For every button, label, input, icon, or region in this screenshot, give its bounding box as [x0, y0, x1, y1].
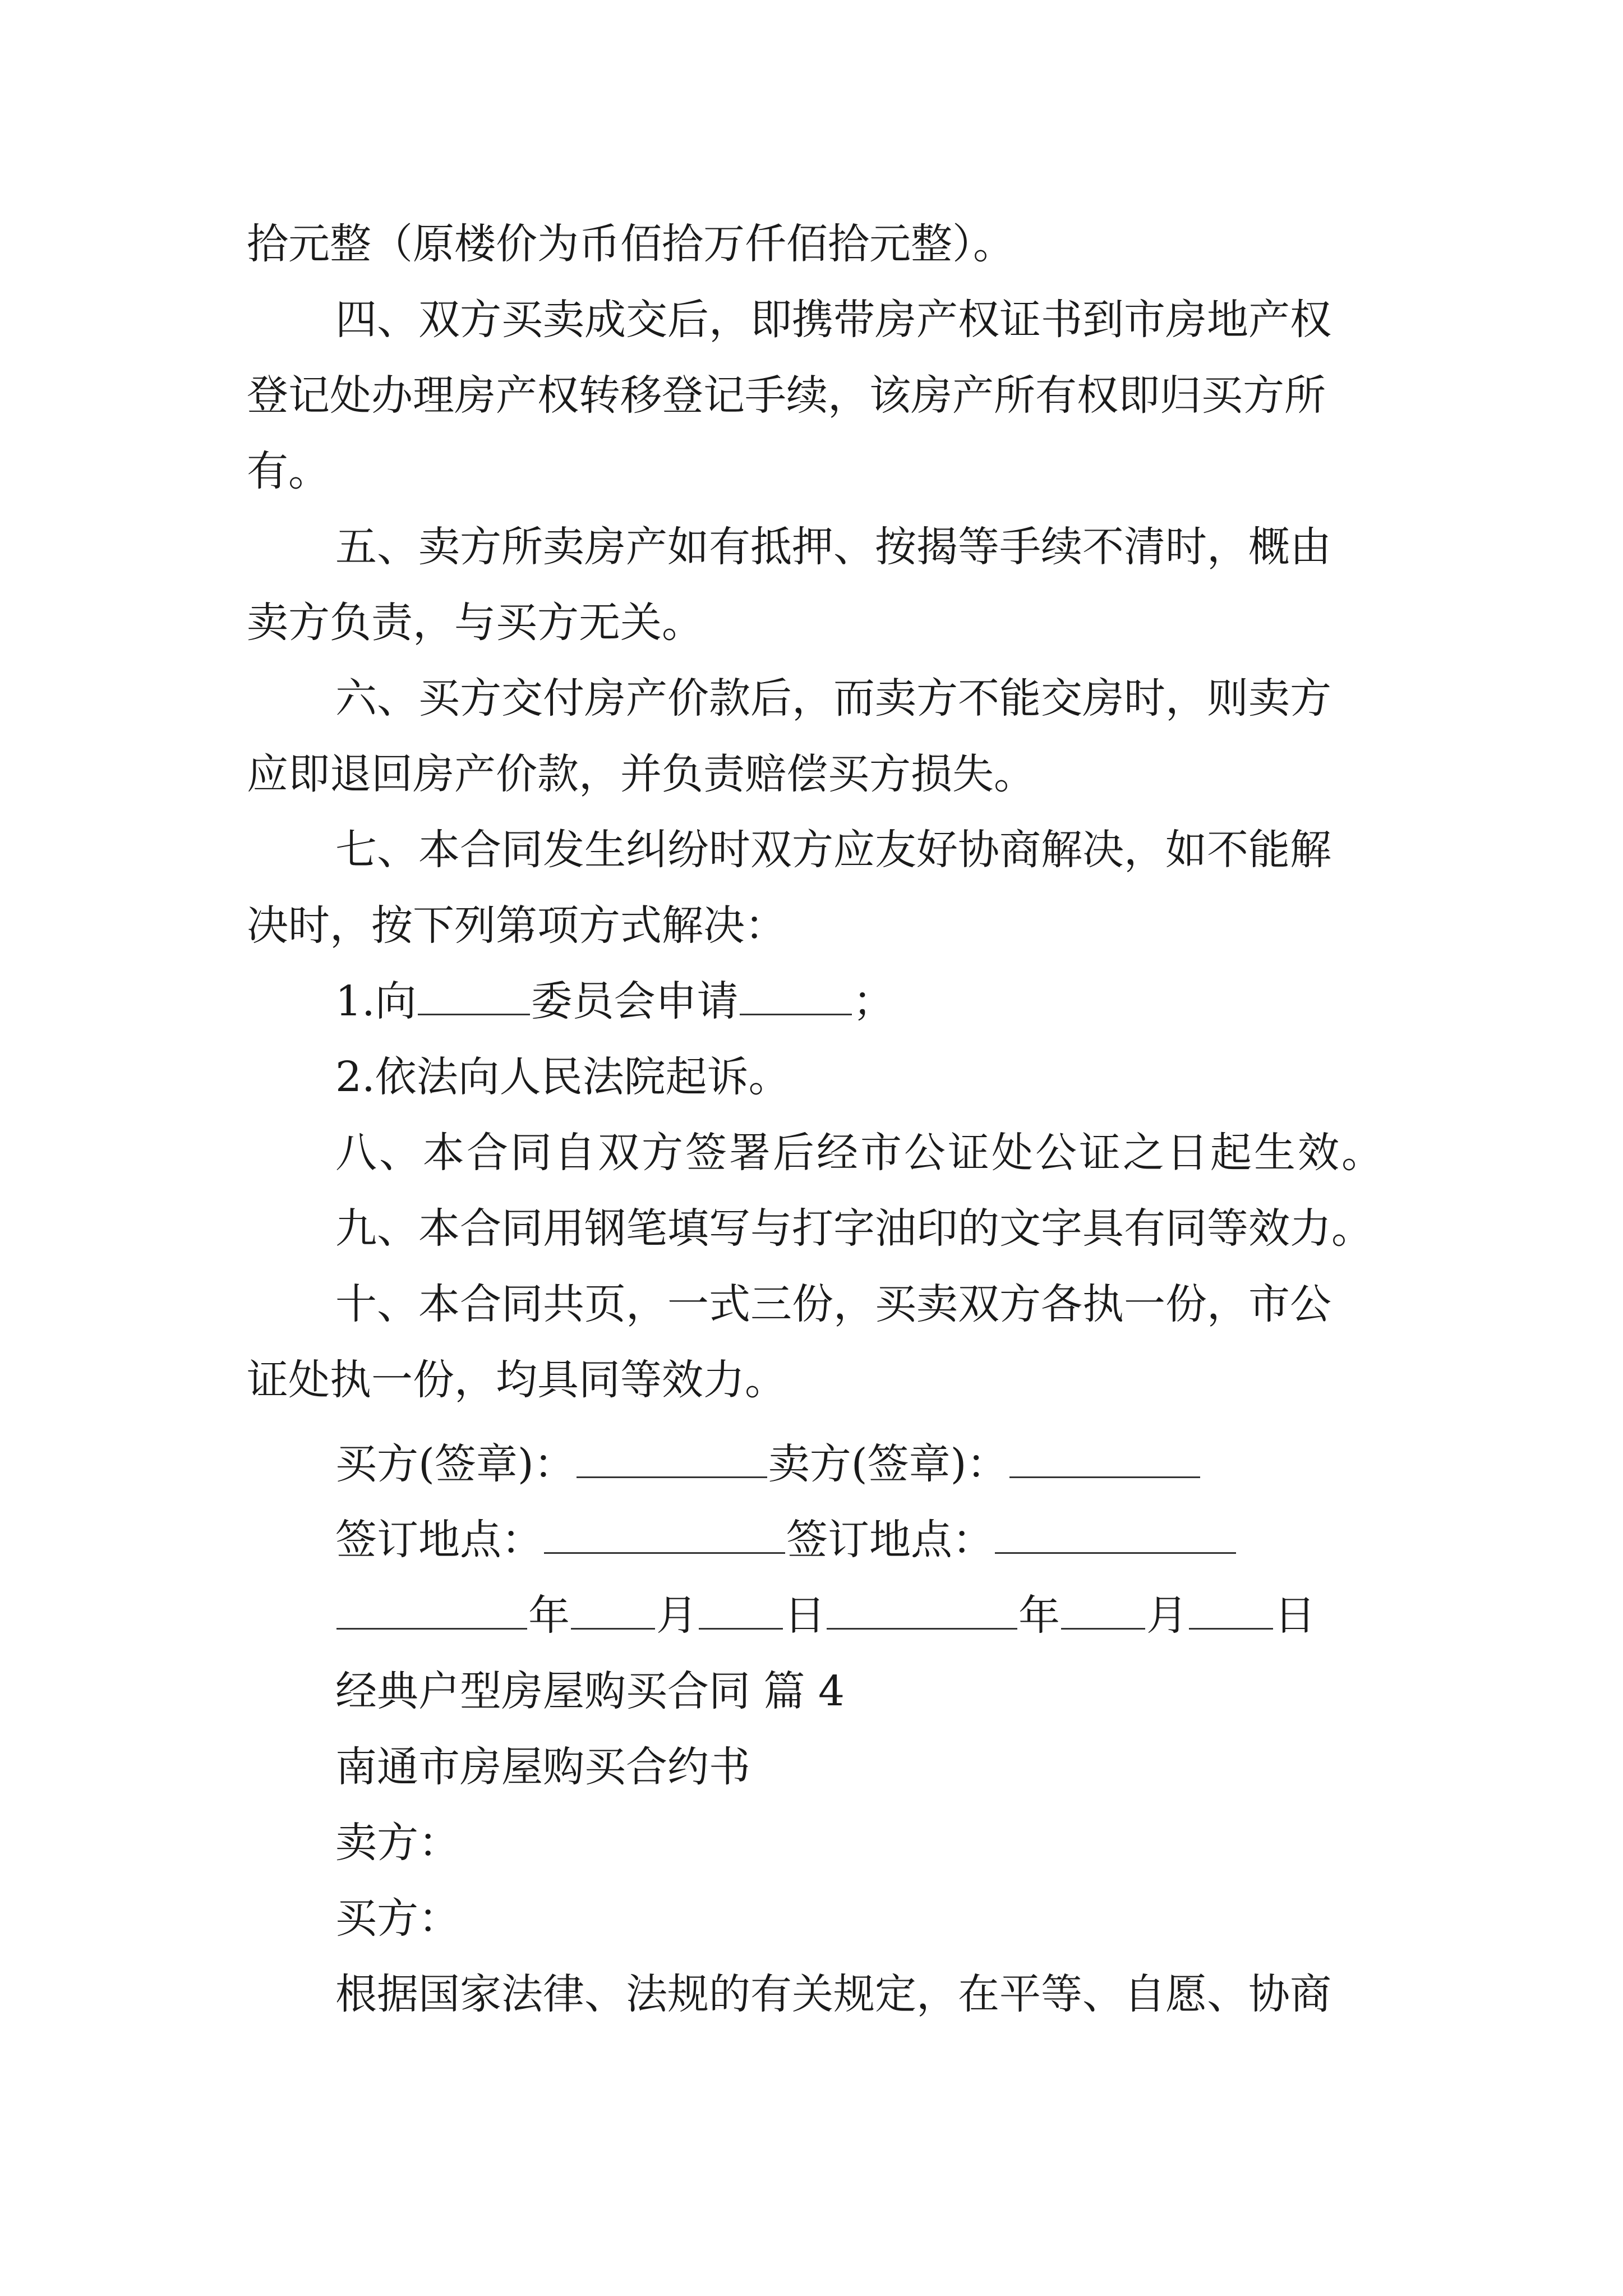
option-1-text-a: 向 [375, 977, 417, 1025]
buyer-sign-blank[interactable] [577, 1436, 767, 1478]
place-label: 签订地点： [335, 1516, 543, 1564]
text-line: 登记处办理房产权转移登记手续，该房产所有权即归买方所 [247, 371, 1326, 420]
option-1-number: 1. [335, 977, 375, 1025]
year-blank[interactable] [336, 1588, 527, 1630]
clause-9: 九、本合同用钢笔填写与打字油印的文字具有同等效力。 [335, 1204, 1373, 1253]
month-blank[interactable] [1061, 1588, 1145, 1630]
clause-8: 八、本合同自双方签署后经市公证处公证之日起生效。 [335, 1129, 1385, 1177]
text-line: 根据国家法律、法规的有关规定，在平等、自愿、协商 [335, 1970, 1331, 2018]
text-line: 决时，按下列第项方式解决： [247, 901, 786, 950]
day-label: 日 [1274, 1591, 1316, 1640]
text-line: 卖方负责，与买方无关。 [247, 599, 703, 647]
contract-title: 南通市房屋购买合约书 [335, 1743, 750, 1791]
text-line: 有。 [247, 447, 330, 495]
day-label: 日 [784, 1591, 826, 1640]
text-line: 四、双方买卖成交后，即携带房产权证书到市房地产权 [335, 296, 1331, 344]
text-line: 七、本合同发生纠纷时双方应友好协商解决，如不能解 [335, 826, 1331, 874]
place-blank[interactable] [995, 1512, 1236, 1554]
month-label: 月 [1146, 1591, 1188, 1640]
month-blank[interactable] [571, 1588, 655, 1630]
option-1 [335, 973, 895, 1029]
seller-sign-label: 卖方(签章)： [768, 1440, 1008, 1488]
text-line: 六、买方交付房产价款后，而卖方不能交房时，则卖方 [335, 674, 1331, 723]
year-label: 年 [528, 1591, 570, 1640]
day-blank[interactable] [699, 1588, 783, 1630]
place-row [335, 1512, 1237, 1568]
text-line: 拾元整（原楼价为币佰拾万仟佰拾元整）。 [247, 220, 1015, 268]
place-label: 签订地点： [786, 1516, 994, 1564]
place-blank[interactable] [544, 1512, 785, 1554]
text-line: 五、卖方所卖房产如有抵押、按揭等手续不清时，概由 [335, 523, 1331, 571]
buyer-sign-label: 买方(签章)： [335, 1440, 575, 1488]
option-1-text-b: 委员会申请 [531, 977, 739, 1025]
text-line: 应即退回房产价款，并负责赔偿买方损失。 [247, 750, 1035, 798]
fill-blank[interactable] [740, 973, 852, 1015]
option-1-text-c: ； [852, 977, 895, 1025]
buyer-line: 买方： [335, 1894, 460, 1943]
fill-blank[interactable] [418, 973, 530, 1015]
clause-10-cont: 证处执一份，均具同等效力。 [247, 1356, 786, 1404]
day-blank[interactable] [1189, 1588, 1273, 1630]
seller-sign-blank[interactable] [1009, 1436, 1200, 1478]
option-2: 2.依法向人民法院起诉。 [335, 1053, 790, 1101]
month-label: 月 [656, 1591, 698, 1640]
clause-10: 十、本合同共页，一式三份，买卖双方各执一份，市公 [335, 1280, 1331, 1328]
section-heading: 经典户型房屋购买合同 篇 4 [335, 1667, 845, 1715]
signature-row [335, 1436, 1201, 1492]
date-row [335, 1588, 1316, 1644]
year-blank[interactable] [827, 1588, 1017, 1630]
seller-line: 卖方： [335, 1819, 460, 1867]
year-label: 年 [1018, 1591, 1060, 1640]
